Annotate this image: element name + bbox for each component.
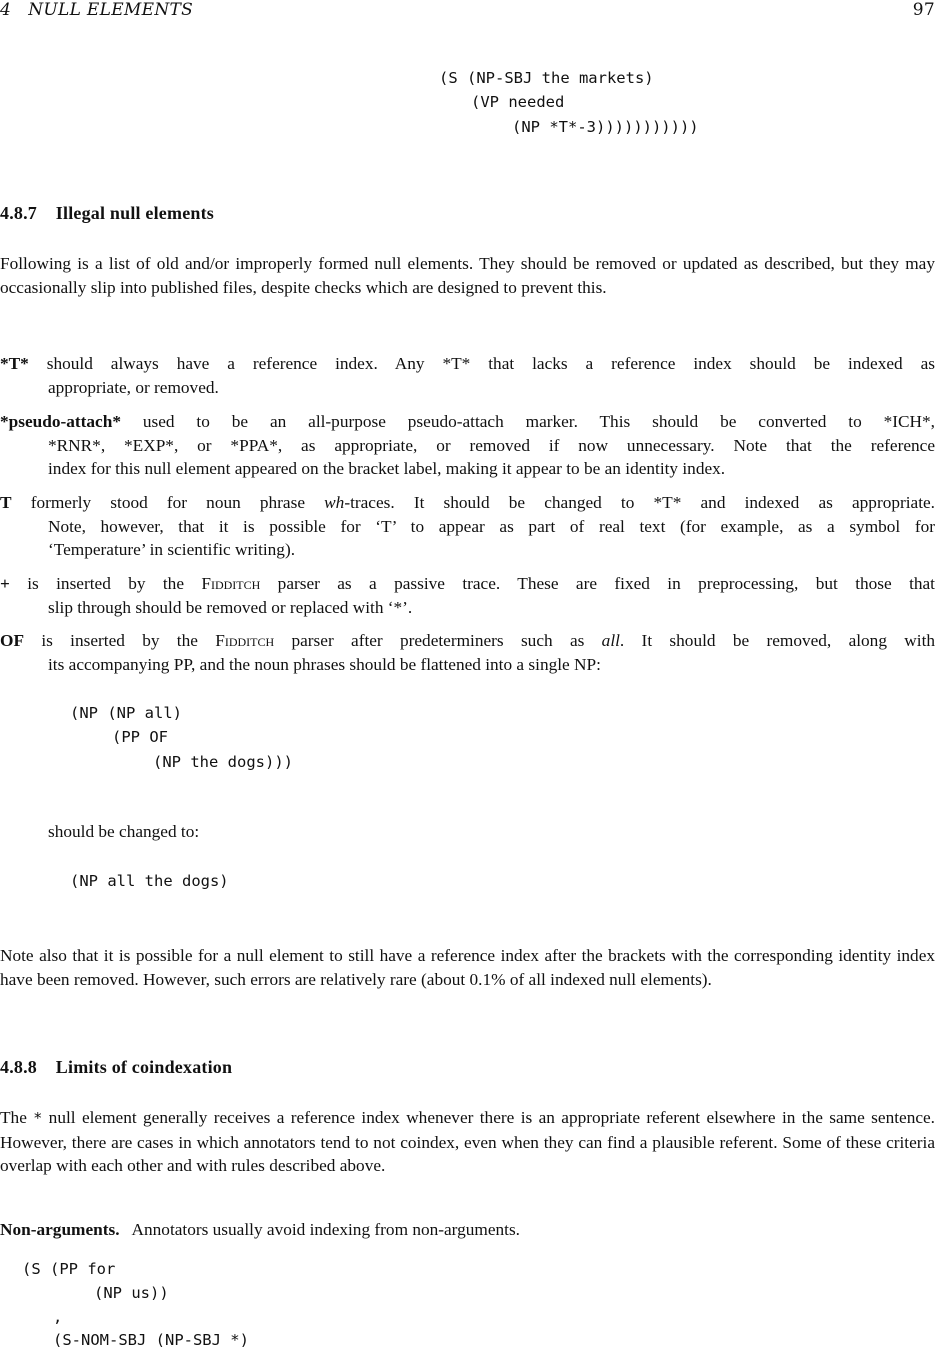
section-heading-4-8-7: 4.8.7 Illegal null elements: [0, 203, 214, 223]
paragraph-text: null element generally receives a reference index whenever there is an appropriate referent elsewhere in the same sentence. However, there are cases in which annotators tend to not coindex, even when they can find a plausible referent. Some of these criteria overlap with each other and with rules described above.: [0, 1108, 935, 1176]
list-text: Note, however, that it is possible for ‘T’ to appear as part of real text (for example, as a symbol for: [48, 516, 935, 536]
list-item-of: [0, 629, 935, 676]
code-line: (NP the dogs))): [153, 753, 293, 771]
list-text: should always have a reference index. Any *T* that lacks a reference index should be indexed as: [46, 354, 935, 373]
list-text: index for this null element appeared on the bracket label, making it appear to be an identity index.: [48, 459, 726, 479]
code-line: (VP needed: [471, 93, 565, 111]
list-text: formerly stood for noun phrase: [30, 493, 325, 512]
list-text: parser as a passive trace. These are fixed in preprocessing, but those that: [260, 574, 935, 593]
running-head-section: 4 NULL ELEMENTS: [0, 0, 194, 20]
non-arguments-paragraph: [0, 1218, 935, 1242]
list-text: appropriate, or removed.: [48, 377, 219, 397]
list-term: +: [0, 574, 10, 593]
list-text: used to be an all-purpose pseudo-attach marker. This should be converted to *ICH*,: [142, 412, 935, 431]
code-line: (S (NP-SBJ the markets): [439, 69, 654, 87]
list-text: -traces. It should be changed to *T* and indexed as appropriate.: [344, 493, 935, 512]
list-text: *RNR*, *EXP*, or *PPA*, as appropriate, or removed if now unnecessary. Note that the reference: [48, 435, 935, 455]
small-caps-text: Fidditch: [201, 574, 261, 593]
list-item-pseudo-attach: [0, 410, 935, 481]
list-text: . It should be removed, along with: [619, 631, 935, 650]
list-item-plus: [0, 572, 935, 619]
list-term: OF: [0, 631, 24, 650]
list-item-t-star: [0, 352, 935, 399]
intro-paragraph: Following is a list of old and/or improperly formed null elements. They should be removed or updated as described, but they may occasionally slip into published files, despite checks which are designed to prevent this.: [0, 254, 935, 297]
list-text: is inserted by the: [41, 631, 216, 650]
code-line: (NP all the dogs): [70, 872, 229, 890]
running-head: [0, 0, 935, 22]
small-caps-text: Fidditch: [215, 631, 275, 650]
code-line: (NP *T*-3))))))))))): [512, 118, 699, 136]
section-heading-4-8-8: 4.8.8 Limits of coindexation: [0, 1057, 233, 1077]
code-line: (PP OF: [112, 728, 168, 746]
coindexation-paragraph: [0, 1106, 935, 1178]
list-text: its accompanying PP, and the noun phrases should be flattened into a single NP:: [48, 654, 601, 674]
list-item-t: [0, 491, 935, 562]
list-term: *pseudo-attach*: [0, 412, 121, 431]
list-term: T: [0, 493, 12, 512]
code-line: (NP us)): [94, 1284, 169, 1302]
inline-code: *: [33, 1109, 43, 1127]
code-line: ,: [53, 1308, 63, 1326]
paragraph-text: The: [0, 1108, 34, 1127]
page-number: 97: [912, 0, 935, 20]
list-term: *T*: [0, 354, 29, 373]
list-text: ‘Temperature’ in scientific writing).: [48, 540, 296, 560]
paragraph-term: Non-arguments.: [0, 1220, 120, 1239]
paragraph-text: Annotators usually avoid indexing from non-arguments.: [131, 1220, 520, 1239]
list-text: is inserted by the: [27, 574, 202, 593]
code-line: (NP (NP all): [70, 704, 182, 722]
list-text: slip through should be removed or replaced with ‘*’.: [48, 597, 413, 617]
code-line: (S-NOM-SBJ (NP-SBJ *): [53, 1331, 249, 1349]
note-paragraph: Note also that it is possible for a null element to still have a reference index after the brackets with the corresponding identity index have been removed. However, such errors are relatively rare (about 0.1% of all indexed null elements).: [0, 946, 935, 989]
changed-to-text: should be changed to:: [48, 822, 200, 841]
emphasis-text: wh: [324, 493, 345, 512]
list-text: parser after predeterminers such as: [274, 631, 602, 650]
code-line: (S (PP for: [22, 1260, 116, 1278]
emphasis-text: all: [601, 631, 620, 650]
